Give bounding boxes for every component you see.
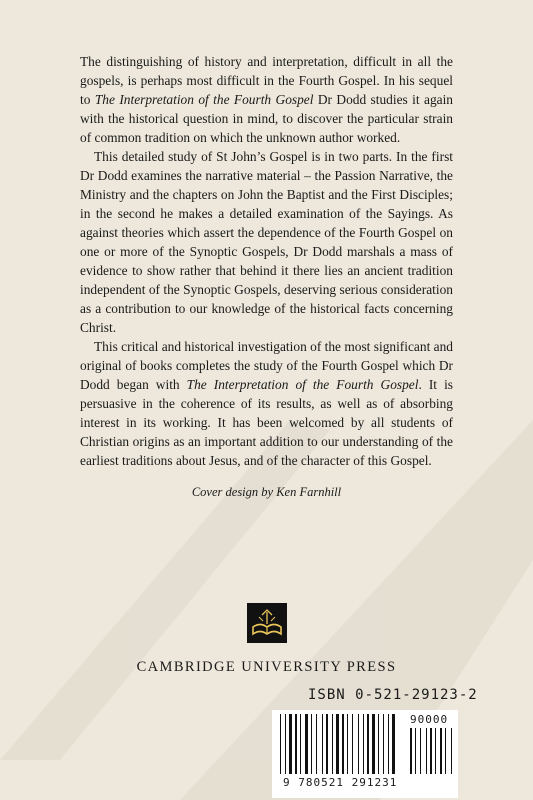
book-title: The Interpretation of the Fourth Gospel — [186, 377, 419, 392]
isbn-number: ISBN 0-521-29123-2 — [308, 687, 478, 703]
blurb-paragraph-3: This critical and historical investigation of the most significant and original of books completes the study of the Fourth Gospel which Dr Dodd began with The Interpretation of the Fourth Gospel. It is persuasive in the coherence of its results, as well as of absorbing interest in its working. It has been welcomed by all students of Christian origins as an important addition to our understanding of the earliest traditions about Jesus, and of the character of this Gospel. — [80, 339, 453, 468]
blurb-paragraph-1: The distinguishing of history and interpretation, difficult in all the gospels, is perhaps most difficult in the Fourth Gospel. In his sequel to The Interpretation of the Fourth Gospel Dr Dodd studies it again with the historical question in mind, to discover the particular strain of common tradition on which the unknown author worked. — [80, 54, 453, 145]
blurb-text — [80, 52, 453, 470]
cover-credit: Cover design by Ken Farnhill — [191, 485, 342, 499]
publisher-name: CAMBRIDGE UNIVERSITY PRESS — [136, 659, 397, 675]
book-title: The Interpretation of the Fourth Gospel — [94, 92, 314, 107]
cambridge-open-book-crest-icon — [247, 603, 287, 643]
barcode-ean-digits: 9 780521 291231 — [283, 776, 398, 789]
blurb-paragraph-2: This detailed study of St John’s Gospel is in two parts. In the first Dr Dodd examines the narrative material – the Passion Narrative, the Ministry and the chapters on John the Baptist and the First Disciples; in the second he makes a detailed examination of the Sayings. As against theories which assert the dependence of the Fourth Gospel on one or more of the Synoptic Gospels, Dr Dodd marshals a mass of evidence to show rather that behind it there lies an ancient tradition independent of the Synoptic Gospels, deserving serious consideration as a contribution to our knowledge of the historical facts concerning Christ. — [80, 149, 453, 335]
barcode-addon-digits: 90000 — [410, 713, 449, 726]
